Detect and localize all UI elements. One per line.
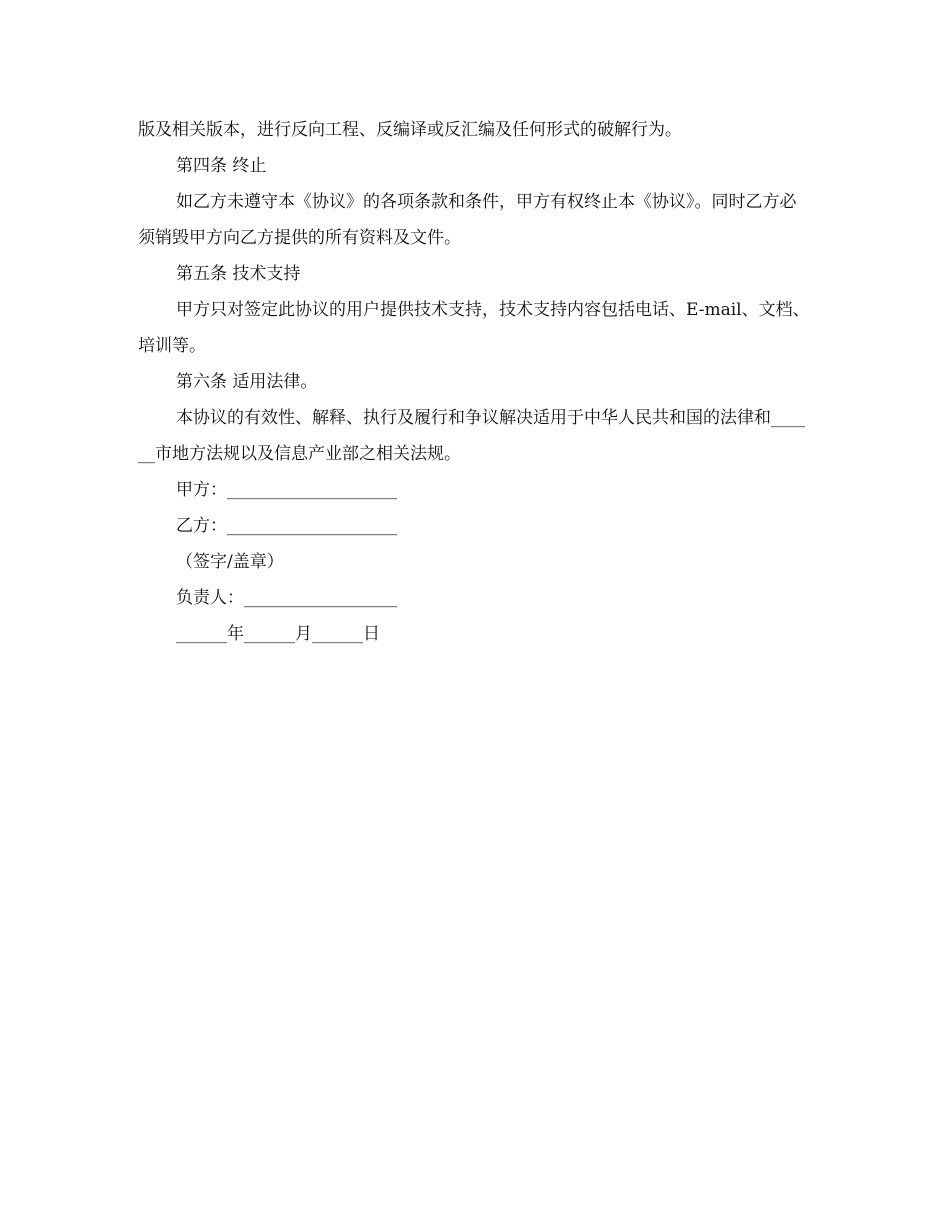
responsible-person-line: 负责人：__________________ [176,588,397,608]
party-a-signature-line: 甲方：____________________ [176,480,397,500]
party-b-signature-line: 乙方：____________________ [176,516,397,536]
article-6-heading: 第六条 适用法律。 [176,372,318,392]
article-6-text: 本协议的有效性、解释、执行及履行和争议解决适用于中华人民共和国的法律和______市地方法规以及信息产业部之相关法规。 [138,408,805,464]
date-line: ______年______月______日 [176,624,380,644]
document-body [138,112,812,652]
paragraph-continuation: 版及相关版本，进行反向工程、反编译或反汇编及任何形式的破解行为。 [138,120,682,140]
article-5-text: 甲方只对签定此协议的用户提供技术支持，技术支持内容包括电话、E-mail、文档、培训等。 [138,300,810,356]
article-4-text: 如乙方未遵守本《协议》的各项条款和条件，甲方有权终止本《协议》。同时乙方必须销毁甲方向乙方提供的所有资料及文件。 [138,192,797,248]
article-5-heading: 第五条 技术支持 [176,264,301,284]
article-4-heading: 第四条 终止 [176,156,267,176]
sign-seal-note: （签字/盖章） [176,552,284,572]
